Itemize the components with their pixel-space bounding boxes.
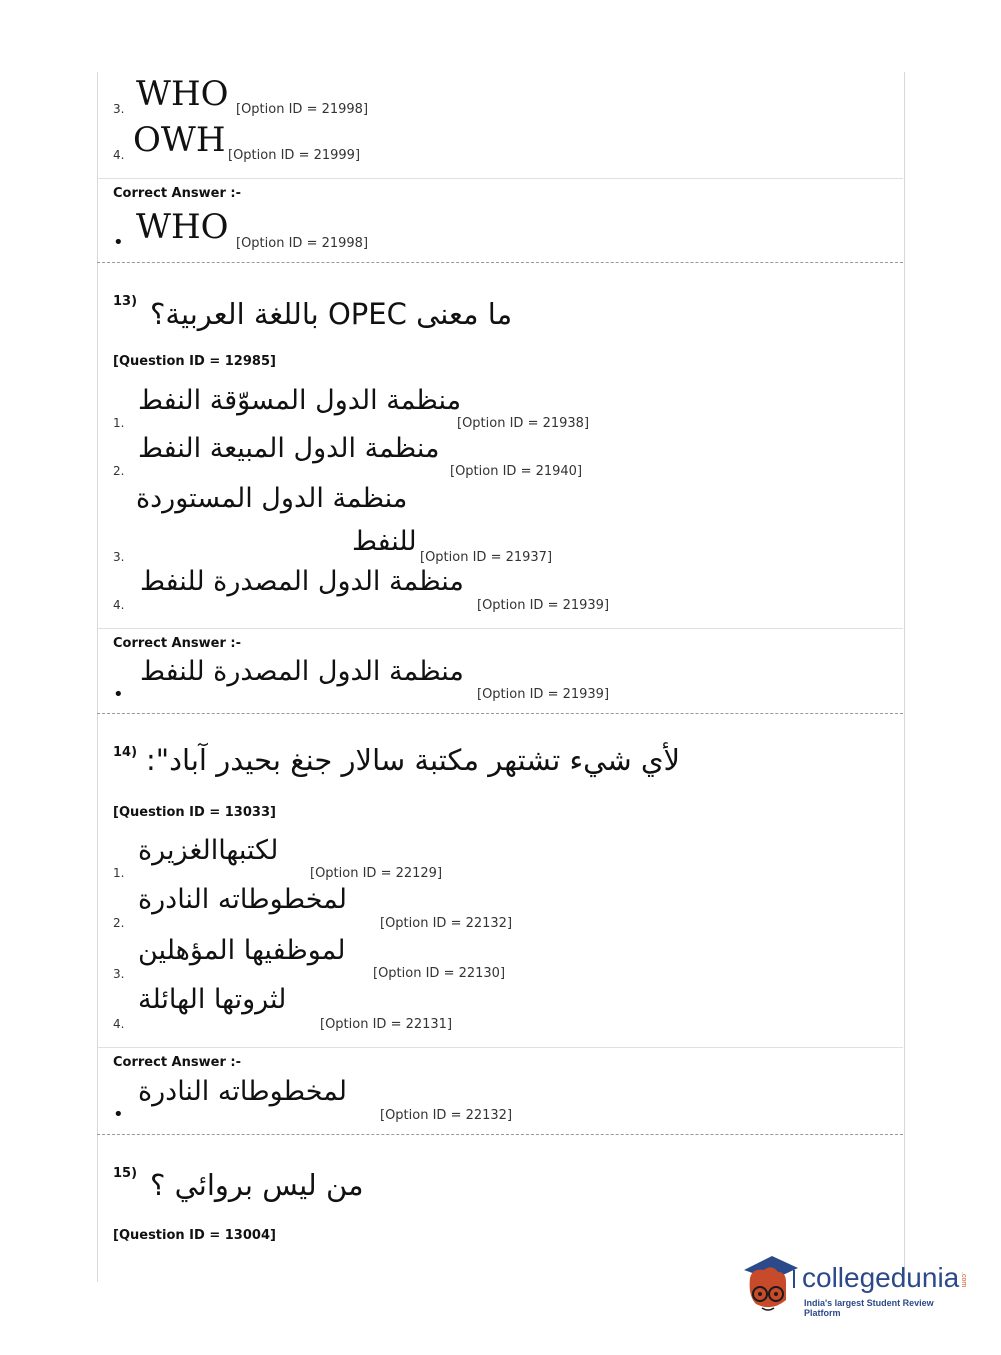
question-id: [Question ID = 12985] bbox=[113, 354, 276, 369]
option-number: 1. bbox=[113, 416, 125, 430]
option-number: 4. bbox=[113, 1017, 125, 1031]
option-text: لكتبهاالغزيرة bbox=[138, 835, 279, 866]
question-id: [Question ID = 13004] bbox=[113, 1228, 276, 1243]
correct-answer-text: WHO bbox=[136, 207, 229, 247]
option-text-continued: للنفط bbox=[352, 526, 417, 557]
option-text: منظمة الدول المستوردة bbox=[136, 483, 408, 514]
option-id: [Option ID = 21940] bbox=[450, 464, 583, 479]
option-number: 3. bbox=[113, 967, 125, 981]
option-number: 3. bbox=[113, 102, 125, 116]
option-text: لموظفيها المؤهلين bbox=[138, 935, 346, 966]
option-id: [Option ID = 21999] bbox=[228, 148, 361, 163]
question-number: 14) bbox=[113, 745, 138, 760]
option-text: منظمة الدول المصدرة للنفط bbox=[140, 566, 464, 597]
collegedunia-logo[interactable] bbox=[742, 1250, 972, 1320]
logo-suffix: .com bbox=[960, 1272, 967, 1288]
option-number: 3. bbox=[113, 550, 125, 564]
option-text: OWH bbox=[133, 120, 226, 160]
correct-answer-id: [Option ID = 21939] bbox=[477, 687, 610, 702]
bullet: • bbox=[113, 232, 124, 253]
question-number: 13) bbox=[113, 294, 138, 309]
option-id: [Option ID = 22129] bbox=[310, 866, 443, 881]
bullet: • bbox=[113, 684, 124, 705]
option-text: لثروتها الهائلة bbox=[138, 984, 287, 1015]
question-text: ما معنى OPEC باللغة العربية؟ bbox=[150, 297, 513, 331]
correct-answer-text: منظمة الدول المصدرة للنفط bbox=[140, 656, 464, 687]
option-id: [Option ID = 21998] bbox=[236, 102, 369, 117]
question-number: 15) bbox=[113, 1166, 138, 1181]
option-number: 2. bbox=[113, 464, 125, 478]
question-text: لأي شيء تشتهر مكتبة سالار جنغ بحيدر آباد": bbox=[146, 743, 681, 777]
question-separator bbox=[97, 262, 903, 263]
divider bbox=[97, 1047, 903, 1048]
option-number: 4. bbox=[113, 148, 125, 162]
option-text: منظمة الدول المسوّقة النفط bbox=[138, 385, 462, 416]
correct-answer-id: [Option ID = 21998] bbox=[236, 236, 369, 251]
mascot-icon bbox=[742, 1250, 800, 1320]
option-id: [Option ID = 21938] bbox=[457, 416, 590, 431]
option-id: [Option ID = 21937] bbox=[420, 550, 553, 565]
question-separator bbox=[97, 1134, 903, 1135]
option-text: WHO bbox=[136, 74, 229, 114]
option-number: 1. bbox=[113, 866, 125, 880]
option-id: [Option ID = 21939] bbox=[477, 598, 610, 613]
logo-tagline: India's largest Student Review Platform bbox=[804, 1298, 934, 1318]
option-number: 4. bbox=[113, 598, 125, 612]
correct-answer-label: Correct Answer :- bbox=[113, 636, 241, 651]
divider bbox=[97, 628, 903, 629]
option-id: [Option ID = 22130] bbox=[373, 966, 506, 981]
question-separator bbox=[97, 713, 903, 714]
divider bbox=[97, 178, 903, 179]
option-text: لمخطوطاته النادرة bbox=[138, 884, 347, 915]
logo-wordmark: collegedunia bbox=[802, 1262, 960, 1293]
option-id: [Option ID = 22131] bbox=[320, 1017, 453, 1032]
question-id: [Question ID = 13033] bbox=[113, 805, 276, 820]
correct-answer-label: Correct Answer :- bbox=[113, 1055, 241, 1070]
bullet: • bbox=[113, 1104, 124, 1125]
question-text: من ليس بروائي ؟ bbox=[150, 1168, 364, 1202]
correct-answer-text: لمخطوطاته النادرة bbox=[138, 1076, 347, 1107]
option-id: [Option ID = 22132] bbox=[380, 916, 513, 931]
correct-answer-label: Correct Answer :- bbox=[113, 186, 241, 201]
option-number: 2. bbox=[113, 916, 125, 930]
option-text: منظمة الدول المبيعة النفط bbox=[138, 433, 440, 464]
correct-answer-id: [Option ID = 22132] bbox=[380, 1108, 513, 1123]
